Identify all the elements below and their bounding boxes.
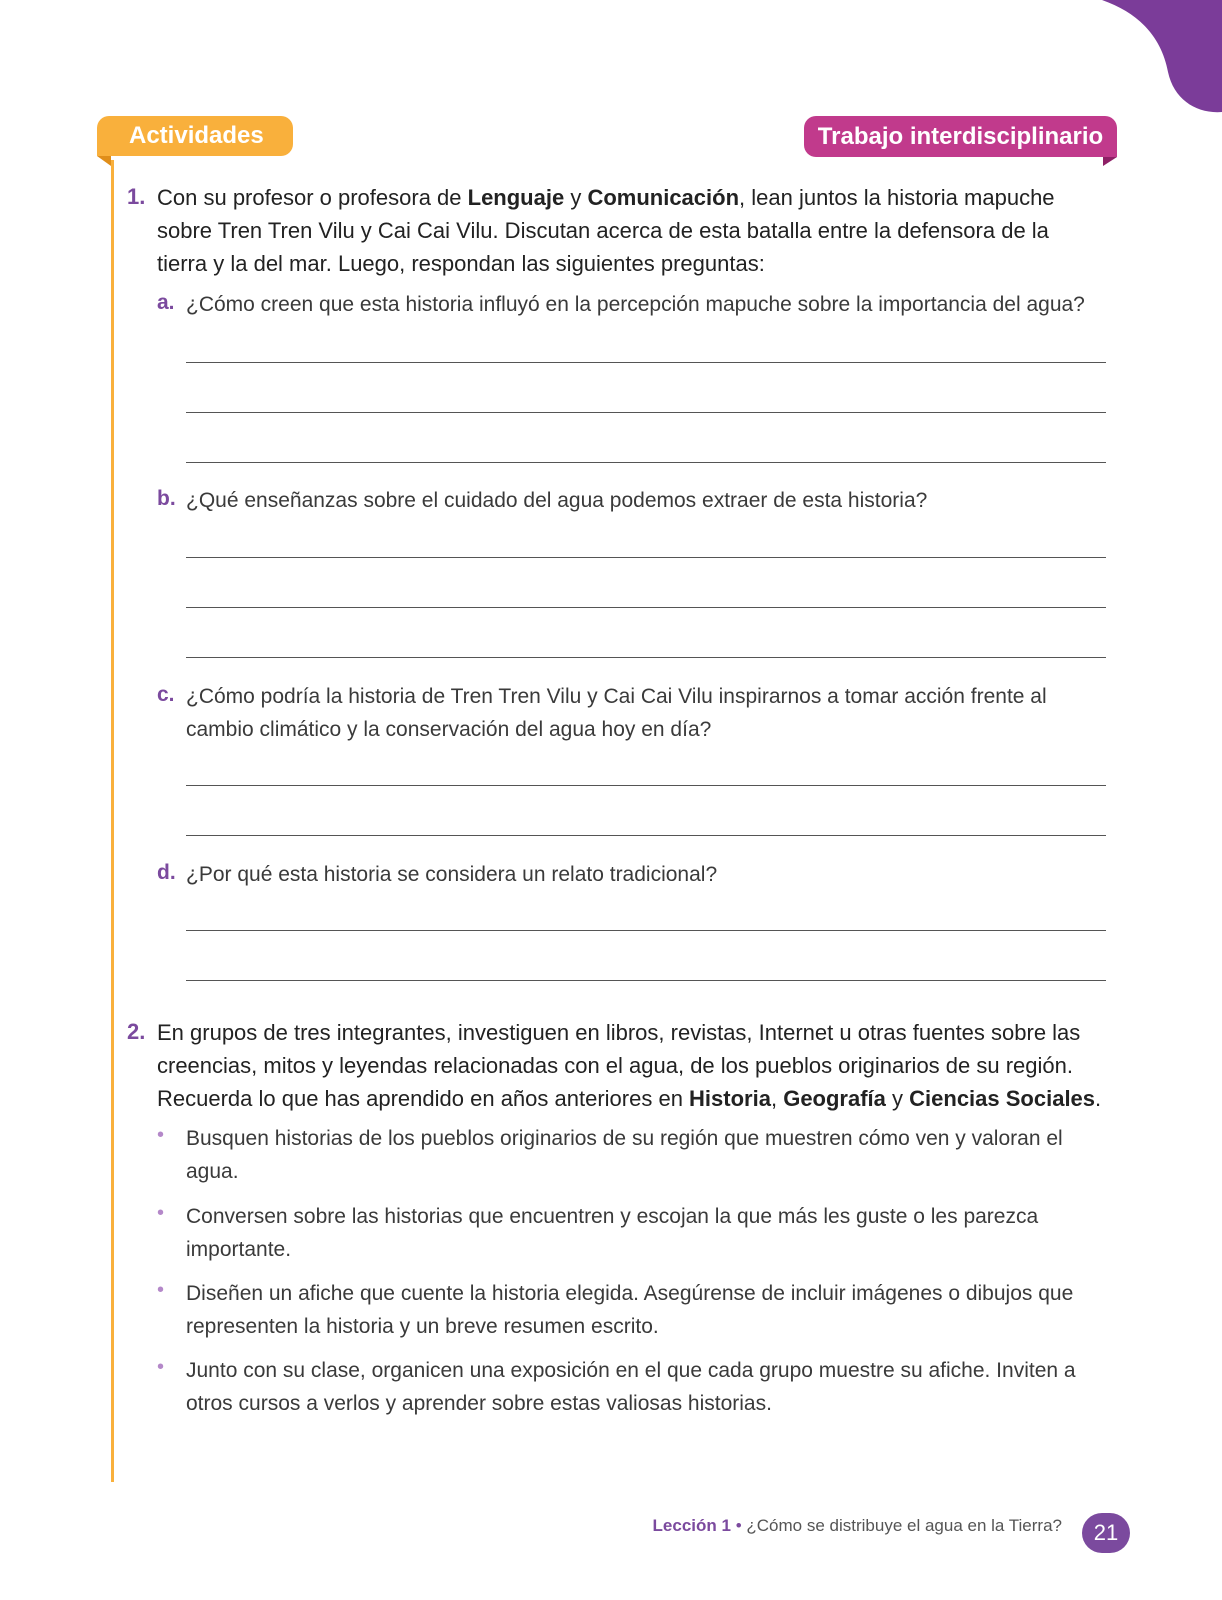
lesson-label: Lección 1 xyxy=(652,1516,731,1535)
bullet-icon: • xyxy=(157,1356,165,1378)
item-b-letter: b. xyxy=(157,487,176,510)
answer-line[interactable] xyxy=(186,835,1106,836)
item-c-letter: c. xyxy=(157,683,175,706)
ciencias-sociales-bold: Ciencias Sociales xyxy=(909,1086,1096,1111)
bullet-icon: • xyxy=(157,1202,165,1224)
answer-line[interactable] xyxy=(186,785,1106,786)
item-c-text: ¿Cómo podría la historia de Tren Tren Vilu y Cai Cai Vilu inspirarnos a tomar acción frente al cambio climático y la conservación del agua hoy en día? xyxy=(186,685,1047,741)
bullet-item-3: Diseñen un afiche que cuente la historia elegida. Asegúrense de incluir imágenes o dibujos que representen la historia y un breve resumen escrito. xyxy=(186,1282,1074,1338)
page-number: 21 xyxy=(1093,1520,1119,1545)
item-d-letter: d. xyxy=(157,861,176,884)
actividades-tab-fold xyxy=(97,156,111,166)
comunicacion-bold: Comunicación xyxy=(587,185,740,210)
lesson-title: ¿Cómo se distribuye el agua en la Tierra? xyxy=(746,1516,1062,1535)
actividades-label: Actividades xyxy=(129,122,264,149)
bullet-item-4: Junto con su clase, organicen una exposición en el que cada grupo muestre su afiche. Inviten a otros cursos a verlos y aprender sobre estas valiosas historias. xyxy=(186,1359,1076,1415)
bullet-icon: • xyxy=(157,1124,165,1146)
bullet-item-2: Conversen sobre las historias que encuentren y escojan la que más les guste o les parezca importante. xyxy=(186,1205,1039,1261)
question-2-text: En grupos de tres integrantes, investiguen en libros, revistas, Internet u otras fuentes sobre las creencias, mitos y leyendas relacionadas con el agua, de los pueblos originarios de su región. Recuerda lo que has aprendido en años anteriores en Historia, Geografía y Ciencias Sociales. xyxy=(157,1020,1102,1111)
question-2-number: 2. xyxy=(127,1019,146,1044)
footer-separator: • xyxy=(735,1516,742,1535)
trabajo-tab-fold xyxy=(1103,157,1117,166)
item-d-text: ¿Por qué esta historia se considera un relato tradicional? xyxy=(186,863,718,886)
actividades-tab xyxy=(97,116,293,156)
item-a-text: ¿Cómo creen que esta historia influyó en la percepción mapuche sobre la importancia del agua? xyxy=(186,293,1085,316)
geografia-bold: Geografía xyxy=(783,1086,886,1111)
question-1-number: 1. xyxy=(127,184,146,209)
trabajo-label: Trabajo interdisciplinario xyxy=(817,122,1104,150)
answer-line[interactable] xyxy=(186,930,1106,931)
historia-bold: Historia xyxy=(689,1086,771,1111)
answer-line[interactable] xyxy=(186,362,1106,363)
bullet-item-1: Busquen historias de los pueblos originarios de su región que muestren cómo ven y valoran el agua. xyxy=(186,1127,1063,1183)
item-b-text: ¿Qué enseñanzas sobre el cuidado del agua podemos extraer de esta historia? xyxy=(186,489,928,512)
bullet-icon: • xyxy=(157,1279,165,1301)
answer-line[interactable] xyxy=(186,980,1106,981)
answer-line[interactable] xyxy=(186,412,1106,413)
item-a-letter: a. xyxy=(157,291,175,314)
page-footer xyxy=(653,1516,1062,1536)
section-rule xyxy=(111,160,114,1482)
answer-line[interactable] xyxy=(186,607,1106,608)
question-1-text: Con su profesor o profesora de Lenguaje y Comunicación, lean juntos la historia mapuche sobre Tren Tren Vilu y Cai Cai Vilu. Discutan acerca de esta batalla entre la defensora de la tierra y la del mar. Luego, respondan las siguientes preguntas: xyxy=(157,185,1055,276)
answer-line[interactable] xyxy=(186,657,1106,658)
page-number-badge xyxy=(1082,1513,1130,1553)
answer-line[interactable] xyxy=(186,557,1106,558)
trabajo-interdisciplinario-tab xyxy=(804,116,1117,157)
corner-decoration xyxy=(1102,0,1222,115)
answer-line[interactable] xyxy=(186,462,1106,463)
lenguaje-bold: Lenguaje xyxy=(467,185,565,210)
